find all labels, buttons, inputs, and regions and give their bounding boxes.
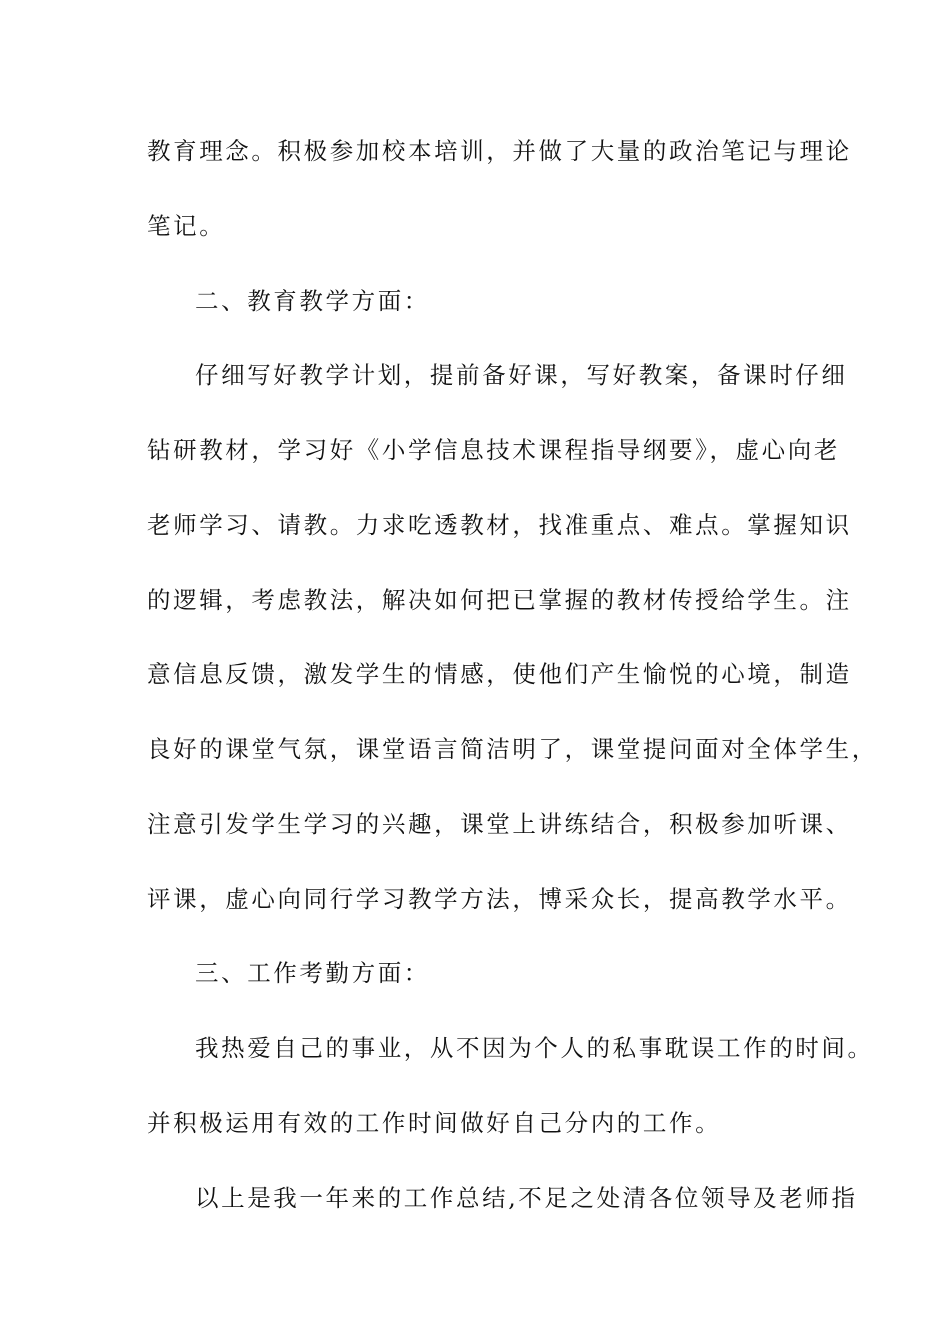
text-line: 我热爱自己的事业，从不因为个人的私事耽误工作的时间。 [195,1034,874,1062]
section-heading: 三、工作考勤方面： [195,959,430,987]
text-line: 教育理念。积极参加校本培训，并做了大量的政治笔记与理论 [147,137,852,165]
text-line: 笔记。 [147,212,226,240]
text-line: 以上是我一年来的工作总结,不足之处清各位领导及老师指 [195,1184,858,1212]
text-line: 并积极运用有效的工作时间做好自己分内的工作。 [147,1109,722,1137]
text-line: 良好的课堂气氛，课堂语言简洁明了，课堂提问面对全体学生， [147,735,878,763]
text-line: 老师学习、请教。力求吃透教材，找准重点、难点。掌握知识 [147,511,852,539]
text-line: 钻研教材，学习好《小学信息技术课程指导纲要》，虚心向老 [147,436,840,464]
text-line: 仔细写好教学计划，提前备好课，写好教案，备课时仔细 [195,361,848,389]
text-line: 注意引发学生学习的兴趣，课堂上讲练结合，积极参加听课、 [147,810,852,838]
text-line: 评课，虚心向同行学习教学方法，博采众长，提高教学水平。 [147,885,852,913]
text-line: 的逻辑，考虑教法，解决如何把已掌握的教材传授给学生。注 [147,586,852,614]
section-heading: 二、教育教学方面： [195,287,430,315]
text-line: 意信息反馈，激发学生的情感，使他们产生愉悦的心境，制造 [147,660,852,688]
